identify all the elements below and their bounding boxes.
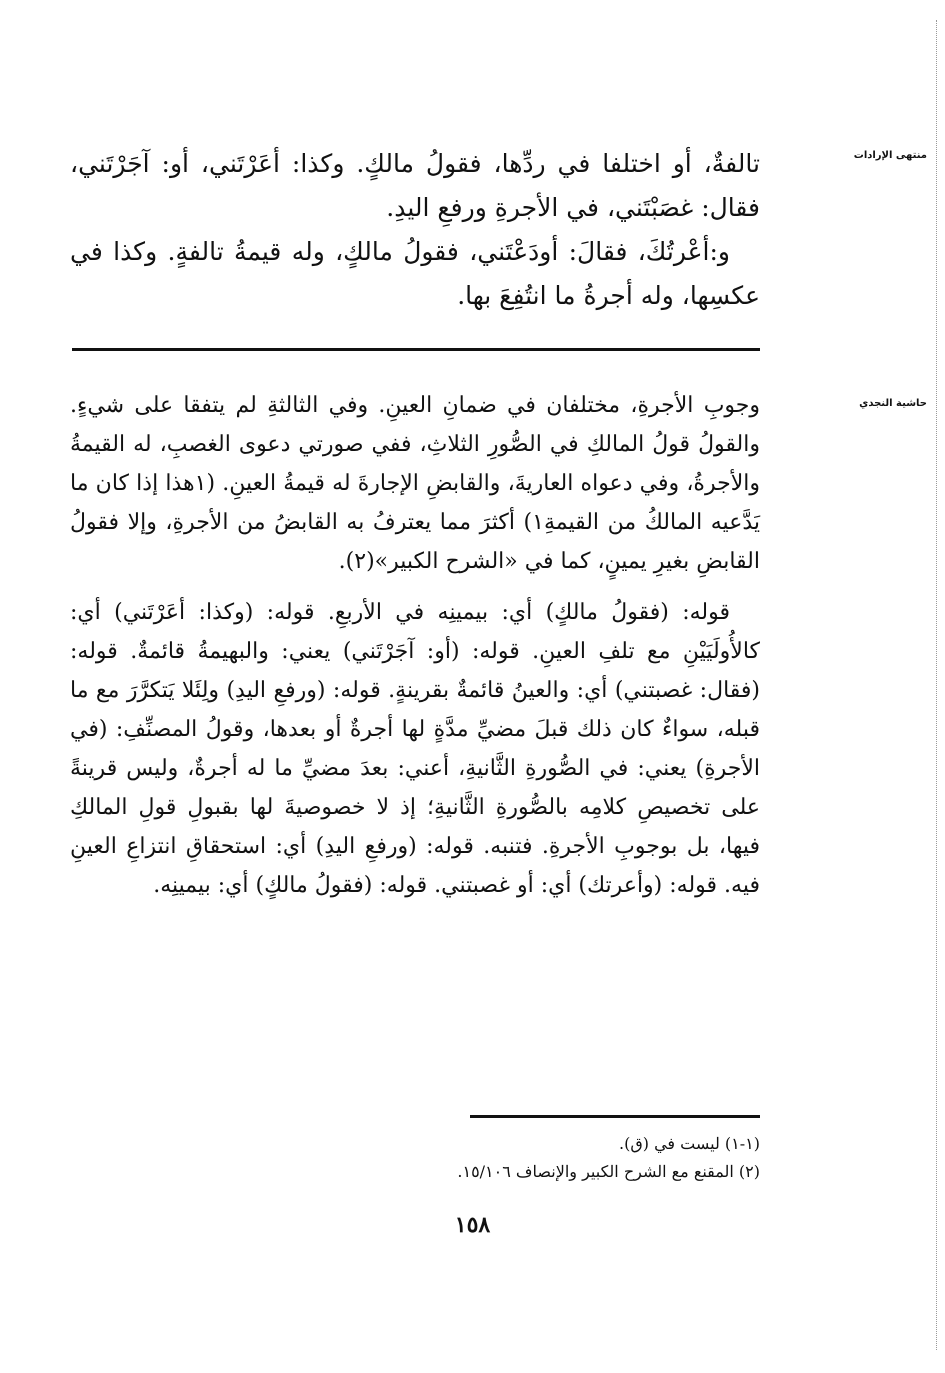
side-label-commentary: حاشية النجدي [859,398,927,409]
section-divider [72,348,760,351]
main-text-paragraph-1: تالفةٌ، أو اختلفا في ردِّها، فقولُ مالكٍ. وكذا: أعَرْتَني، أو: آجَرْتَني، فقال: غصَبْتَني، في الأجرةِ ورفعِ اليدِ. [70,149,760,222]
commentary-paragraph-2: قوله: (فقولُ مالكٍ) أي: بيمينِه في الأربعِ. قوله: (وكذا: أعَرْتَني) أي: كالأُولَيَيْنِ مع تلفِ العينِ. قوله: (أو: آجَرْتَني) يعني: والبهيمةُ قائمةٌ. قوله: (فقال: غصبتني) أي: والعينُ قائمةٌ بقرينةٍ. قوله: (ورفعِ اليدِ) ولِئَلا يَتكرَّرَ مع ما قبله، سواءٌ كان ذلك قبلَ مضيِّ مدَّةٍ لها أجرةٌ أو بعدها، وقولُ المصنِّفِ: (في الأجرةِ) يعني: في الصُّورةِ الثَّانيةِ، أعني: بعدَ مضيِّ ما له أجرةٌ، وليس قرينةً على تخصيصِ كلامِه بالصُّورةِ الثَّانيةِ؛ إذ لا خصوصيةَ لها بقبولِ قولِ المالكِ فيها، بل بوجوبِ الأجرةِ. فتنبه. قوله: (ورفعِ اليدِ) أي: استحقاقِ انتزاعِ العينِ فيه. قوله: (وأعرتك) أي: أو غصبتني. قوله: (فقولُ مالكٍ) أي: بيمينِه. [70,600,760,898]
page-number: ١٥٨ [454,1212,491,1238]
footnote-2: (٢) المقنع مع الشرح الكبير والإنصاف ١٥/١٠٦. [457,1162,760,1181]
footnote-divider [470,1115,760,1118]
page-edge-shadow [934,20,937,1350]
side-label-main-text: منتهى الإرادات [853,150,927,161]
footnote-1: (١-١) ليست في (ق). [619,1134,760,1153]
commentary-paragraph-1: وجوبِ الأجرةِ، مختلفان في ضمانِ العينِ. وفي الثالثةِ لم يتفقا على شيءٍ. والقولُ قولُ المالكِ في الصُّورِ الثلاثِ، ففي صورتي دعوى الغصبِ، له القيمةُ والأجرةُ، وفي دعواه العاريةَ، والقابضِ الإجارةَ له قيمةُ العينِ. (١هذا إذا كان ما يَدَّعيه المالكُ من القيمةِ١) أكثرَ مما يعترفُ به القابضُ من الأجرةِ، وإلا فقولُ القابضِ بغيرِ يمينٍ، كما في «الشرح الكبير»(٢). [70,393,760,574]
footnotes [300,1130,760,1186]
commentary-block [70,386,760,917]
main-text-paragraph-2: و:أعْرتُكَ، فقالَ: أودَعْتَني، فقولُ مالكٍ، وله قيمةُ تالفةٍ. وكذا في عكسِها، وله أجرةُ ما انتُفِعَ بها. [70,237,760,310]
main-text-block [70,142,760,318]
